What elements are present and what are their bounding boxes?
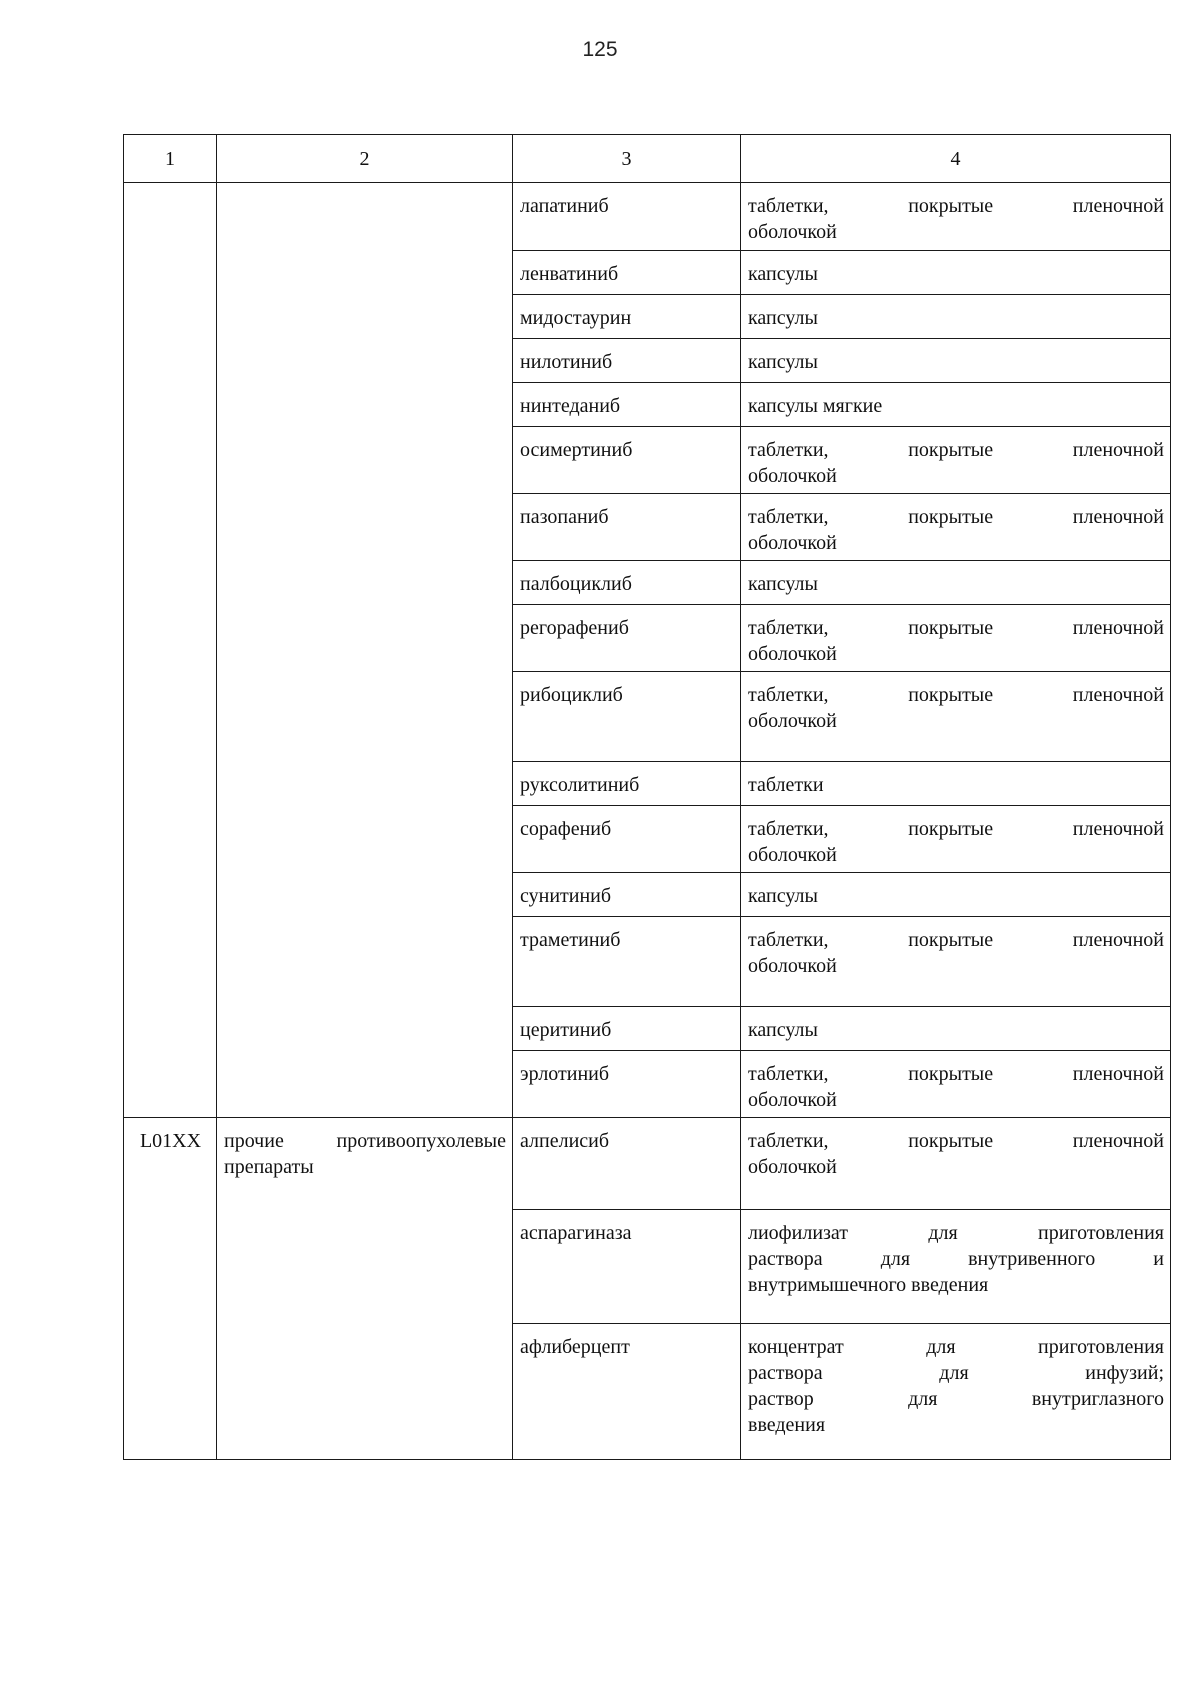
dosage-form-line: оболочкой [748, 1156, 837, 1178]
drug-table [123, 134, 1171, 1460]
dosage-form-line: оболочкой [748, 643, 837, 665]
substance-cell: сунитиниб [513, 873, 741, 917]
dosage-form-line: таблетки, покрытые пленочной [748, 506, 1164, 528]
substance-cell: аспарагиназа [513, 1210, 741, 1324]
dosage-form-line: лиофилизат для приготовления [748, 1222, 1164, 1244]
dosage-form-line: оболочкой [748, 710, 837, 732]
dosage-form-cell [741, 1051, 1171, 1118]
atc-code-cell: L01XX [124, 1118, 217, 1460]
group-name-line: прочие противоопухолевые [224, 1130, 506, 1152]
header-col-1: 1 [124, 135, 217, 183]
substance-cell: траметиниб [513, 917, 741, 1007]
dosage-form-cell [741, 183, 1171, 251]
substance-cell: нилотиниб [513, 339, 741, 383]
substance-cell: церитиниб [513, 1007, 741, 1051]
dosage-form-line: таблетки, покрытые пленочной [748, 818, 1164, 840]
dosage-form-line: капсулы [748, 351, 818, 373]
substance-cell: лапатиниб [513, 183, 741, 251]
dosage-form-line: концентрат для приготовления [748, 1336, 1164, 1358]
substance-cell: руксолитиниб [513, 762, 741, 806]
header-col-3: 3 [513, 135, 741, 183]
group-name-line: препараты [224, 1156, 314, 1178]
dosage-form-line: таблетки, покрытые пленочной [748, 1063, 1164, 1085]
substance-cell: ленватиниб [513, 251, 741, 295]
group-name-cell [217, 183, 513, 1118]
substance-cell: мидостаурин [513, 295, 741, 339]
dosage-form-cell [741, 494, 1171, 561]
dosage-form-cell [741, 383, 1171, 427]
dosage-form-line: введения [748, 1414, 826, 1436]
dosage-form-line: капсулы [748, 885, 818, 907]
substance-cell: нинтеданиб [513, 383, 741, 427]
substance-cell: алпелисиб [513, 1118, 741, 1210]
group-name-cell [217, 1118, 513, 1460]
dosage-form-cell [741, 427, 1171, 494]
table-row [124, 183, 1171, 251]
dosage-form-cell [741, 605, 1171, 672]
dosage-form-cell [741, 295, 1171, 339]
dosage-form-cell [741, 339, 1171, 383]
dosage-form-cell [741, 1007, 1171, 1051]
substance-cell: афлиберцепт [513, 1324, 741, 1460]
dosage-form-line: капсулы [748, 1019, 818, 1041]
dosage-form-line: оболочкой [748, 465, 837, 487]
substance-cell: сорафениб [513, 806, 741, 873]
dosage-form-line: таблетки, покрытые пленочной [748, 439, 1164, 461]
dosage-form-line: капсулы [748, 307, 818, 329]
dosage-form-line: таблетки, покрытые пленочной [748, 195, 1164, 217]
dosage-form-cell [741, 251, 1171, 295]
dosage-form-line: оболочкой [748, 844, 837, 866]
dosage-form-line: капсулы [748, 263, 818, 285]
dosage-form-cell [741, 873, 1171, 917]
dosage-form-cell [741, 561, 1171, 605]
dosage-form-line: оболочкой [748, 1089, 837, 1111]
dosage-form-line: капсулы [748, 573, 818, 595]
dosage-form-line: оболочкой [748, 221, 837, 243]
substance-cell: осимертиниб [513, 427, 741, 494]
dosage-form-cell [741, 806, 1171, 873]
dosage-form-line: оболочкой [748, 955, 837, 977]
dosage-form-line: таблетки, покрытые пленочной [748, 684, 1164, 706]
dosage-form-cell [741, 917, 1171, 1007]
atc-code-cell [124, 183, 217, 1118]
table-body [124, 183, 1171, 1460]
dosage-form-cell [741, 1118, 1171, 1210]
substance-cell: палбоциклиб [513, 561, 741, 605]
substance-cell: регорафениб [513, 605, 741, 672]
dosage-form-line: таблетки, покрытые пленочной [748, 1130, 1164, 1152]
table-header-row [124, 135, 1171, 183]
table-row [124, 1118, 1171, 1210]
dosage-form-cell [741, 1324, 1171, 1460]
dosage-form-cell [741, 1210, 1171, 1324]
substance-cell: пазопаниб [513, 494, 741, 561]
dosage-form-line: внутримышечного введения [748, 1274, 989, 1296]
dosage-form-line: раствор для внутриглазного [748, 1388, 1164, 1410]
substance-cell: эрлотиниб [513, 1051, 741, 1118]
header-col-4: 4 [741, 135, 1171, 183]
dosage-form-cell [741, 672, 1171, 762]
page-number: 125 [582, 38, 618, 61]
dosage-form-line: таблетки [748, 774, 824, 796]
dosage-form-line: таблетки, покрытые пленочной [748, 617, 1164, 639]
dosage-form-line: оболочкой [748, 532, 837, 554]
dosage-form-cell [741, 762, 1171, 806]
dosage-form-line: таблетки, покрытые пленочной [748, 929, 1164, 951]
header-col-2: 2 [217, 135, 513, 183]
substance-cell: рибоциклиб [513, 672, 741, 762]
dosage-form-line: раствора для внутривенного и [748, 1248, 1164, 1270]
dosage-form-line: капсулы мягкие [748, 395, 883, 417]
dosage-form-line: раствора для инфузий; [748, 1362, 1164, 1384]
